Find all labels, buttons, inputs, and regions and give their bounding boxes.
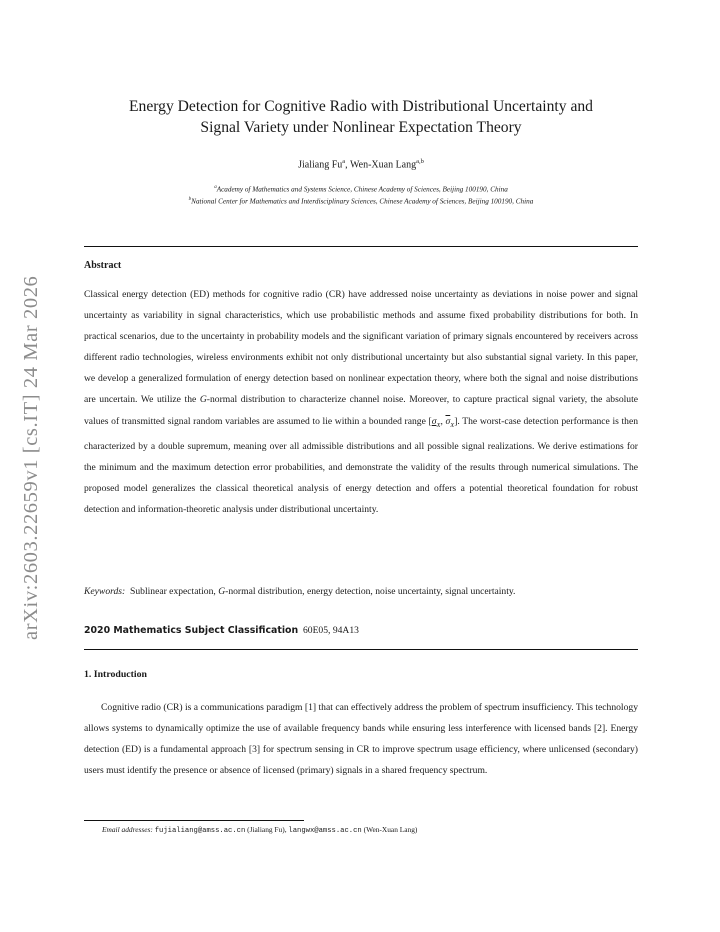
keywords-text: -normal distribution, energy detection, noise uncertainty, signal uncertainty. [225,586,516,597]
footnote-author: (Jialiang Fu), [247,825,287,834]
g-symbol: G [199,394,207,406]
keywords [84,581,638,602]
arxiv-identifier-stamp: arXiv:2603.22659v1 [cs.IT] 24 Mar 2026 [20,275,42,640]
title-line-1: Energy Detection for Cognitive Radio with Distributional Uncertainty and [129,98,593,115]
author-affil-mark: a,b [416,158,424,165]
author-name: Wen-Xuan Lang [350,159,417,171]
affiliation-b [84,195,638,207]
abstract-heading: Abstract [84,260,122,271]
msc-codes: 60E05, 94A13 [302,625,359,636]
affil-text: Academy of Mathematics and Systems Science, Chinese Academy of Sciences, Beijing 100190, China [216,185,508,194]
abstract-body: Classical energy detection (ED) methods for cognitive radio (CR) have addressed noise uncertainty as deviations in noise power and signal uncertainty as variability in signal characteristics, which use probabilistic methods and assume fixed probability distributions for both. In practical scenarios, due to the uncertainty in probability models and the significant variation of primary signals encountered by receivers across different radio technologies, wireless environments exhibit not only distributional uncertainty but also substantial signal variety. In this paper, we develop a generalized formulation of energy detection based on nonlinear expectation theory, where both the signal and noise distributions are uncertain. We utilize the G-normal distribution to characterize channel noise. Moreover, to capture practical signal variety, the absolute values of transmitted signal random variables are assumed to lie within a bounded range [$\sigma_X$, $\overline{\sigma}_X$]. The worst-case detection performance is then characterized by a double supremum, meaning over all admissible distributions and all possible signal realizations. We derive estimations for the minimum and the maximum detection error probabilities, and demonstrate the validity of the results through numerical simulations. The proposed model generalizes the classical theoretical analysis of energy detection and offers a potential theoretical foundation for robust detection and information-theoretic analysis under distributional uncertainty. [84,289,639,515]
msc-label: 2020 Mathematics Subject Classification [84,625,299,636]
abstract-top-rule [84,246,638,247]
keywords-text: Sublinear expectation, [130,586,219,597]
title-line-2: Signal Variety under Nonlinear Expectation Theory [200,119,522,136]
g-symbol: G [218,586,226,597]
author-affil-mark: a [342,158,346,165]
affiliation-a [84,183,638,195]
footnote-label: Email addresses: [102,825,153,834]
footnote-rule [84,820,304,821]
email-link[interactable]: fujialiang@amss.ac.cn [154,827,246,835]
introduction-paragraph: Cognitive radio (CR) is a communications paradigm [1] that can effectively address the problem of spectrum insufficiency. This technology allows systems to dynamically optimize the use of available frequency bands while ensuring less interference with licensed bands [2]. Energy detection (ED) is a fundamental approach [3] for spectrum sensing in CR to improve spectrum usage efficiency, where unlicensed (secondary) users must identify the presence or absence of licensed (primary) signals in a shared frequency spectrum. [84,702,638,777]
footnote-author: (Wen-Xuan Lang) [363,825,418,834]
affil-mark: b [188,196,192,202]
range-upper: $\overline{\sigma}_X$ [445,415,455,429]
author-list [84,158,638,170]
affiliation-list [84,183,638,207]
abstract-text: -normal distribution to characterize channel noise. Moreover, to capture practical signal variety, the absolute values of transmitted signal random variables are assumed to lie within a bounded range [84,394,638,427]
abstract-text: . The worst-case detection performance is then characterized by a double supremum, meaning over all admissible distributions and all possible signal realizations. We derive estimations for the minimum and the maximum detection error probabilities, and demonstrate the validity of the results through numerical simulations. The proposed model generalizes the classical theoretical analysis of energy detection and offers a potential theoretical foundation for robust detection and information-theoretic analysis under distributional uncertainty. [84,415,639,515]
range-separator: , [440,415,446,427]
abstract-text: Classical energy detection (ED) methods for cognitive radio (CR) have addressed noise uncertainty as deviations in noise power and signal uncertainty as variability in signal characteristics, which use probabilistic methods and assume fixed probability distributions for both. In practical scenarios, due to the uncertainty in probability models and the significant variation of primary signals encountered by receivers across different radio technologies, wireless environments exhibit not only distributional uncertainty but also substantial signal variety. In this paper, we develop a generalized formulation of energy detection based on nonlinear expectation theory, where both the signal and noise distributions are uncertain. We utilize the [84,289,638,406]
email-footnote [102,825,417,835]
keywords-label: Keywords: [84,586,126,597]
section-heading-introduction: 1. Introduction [84,669,147,680]
msc-classification [84,625,359,636]
abstract-bottom-rule [84,649,638,650]
paper-title [84,96,638,138]
email-link[interactable]: langwx@amss.ac.cn [288,827,362,835]
affil-mark: a [214,185,217,190]
range-lower: $\sigma_X$ [431,415,441,429]
author-name: Jialiang Fu [298,159,343,171]
affil-text: National Center for Mathematics and Interdisciplinary Sciences, Chinese Academy of Sciences, Beijing 100190, China [191,197,534,206]
author-separator: , [345,159,350,171]
